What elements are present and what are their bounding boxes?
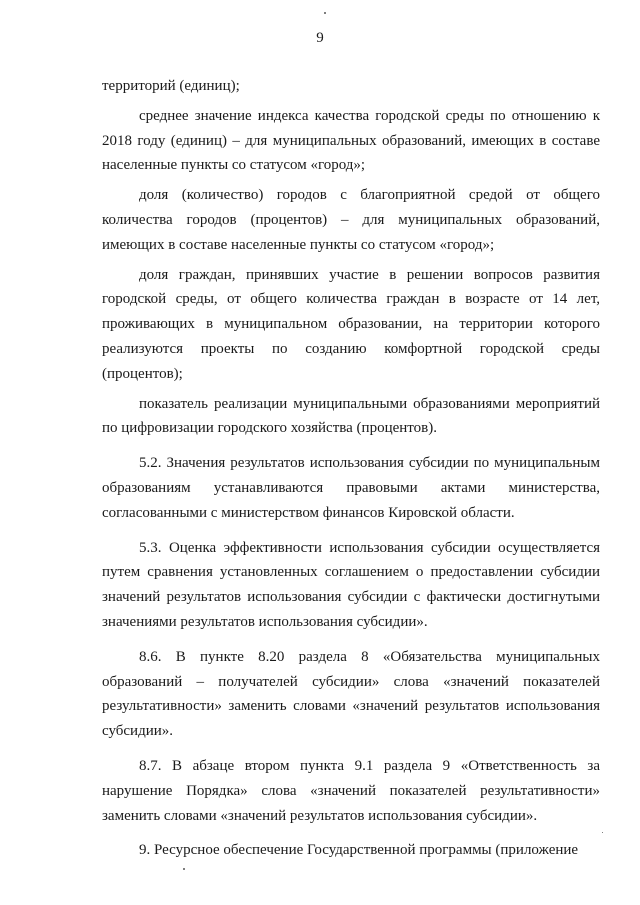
document-body xyxy=(102,74,600,863)
paragraph-clause-8-6: 8.6. В пункте 8.20 раздела 8 «Обязательства муниципальных образований – получателей субсидии» слова «значений показателей результативности» заменить словами «значений результатов использования субсидии». xyxy=(102,648,600,740)
page-number: 9 xyxy=(316,30,324,46)
paragraph-clause-5-2: 5.2. Значения результатов использования субсидии по муниципальным образованиям устанавливаются правовыми актами министерства, согласованными с министерством финансов Кировской области. xyxy=(102,455,600,521)
scan-speck xyxy=(602,832,603,833)
paragraph-clause-5-3: 5.3. Оценка эффективности использования субсидии осуществляется путем сравнения установленных соглашением о предоставлении субсидии значений результатов использования субсидии с фактически достигнутыми значениями результатов использования субсидии». xyxy=(102,539,600,630)
paragraph-citizens-participation-share: доля граждан, принявших участие в решении вопросов развития городской среды, от общего количества граждан в возрасте от 14 лет, проживающих в муниципальном образовании, на территории которого реализуются проекты по созданию комфортной городской среды (процентов); xyxy=(102,266,600,382)
scan-speck xyxy=(324,12,326,14)
paragraph-city-environment-index: среднее значение индекса качества городской среды по отношению к 2018 году (единиц) – для муниципальных образований, имеющих в составе населенные пункты со статусом «город»; xyxy=(102,107,600,174)
paragraph-favorable-cities-share: доля (количество) городов с благоприятной средой от общего количества городов (процентов) – для муниципальных образований, имеющих в составе населенные пункты со статусом «город»; xyxy=(102,187,600,253)
paragraph-digitalization-indicator: показатель реализации муниципальными образованиями мероприятий по цифровизации городского хозяйства (процентов). xyxy=(102,395,600,437)
paragraph-clause-9: 9. Ресурсное обеспечение Государственной программы (приложение xyxy=(139,842,579,859)
scan-speck xyxy=(183,868,185,870)
paragraph-clause-8-7: 8.7. В абзаце втором пункта 9.1 раздела 9 «Ответственность за нарушение Порядка» слова «значений показателей результативности» заменить словами «значений результатов использования субсидии». xyxy=(102,757,600,824)
paragraph-territories-continuation: территорий (единиц); xyxy=(102,78,240,94)
